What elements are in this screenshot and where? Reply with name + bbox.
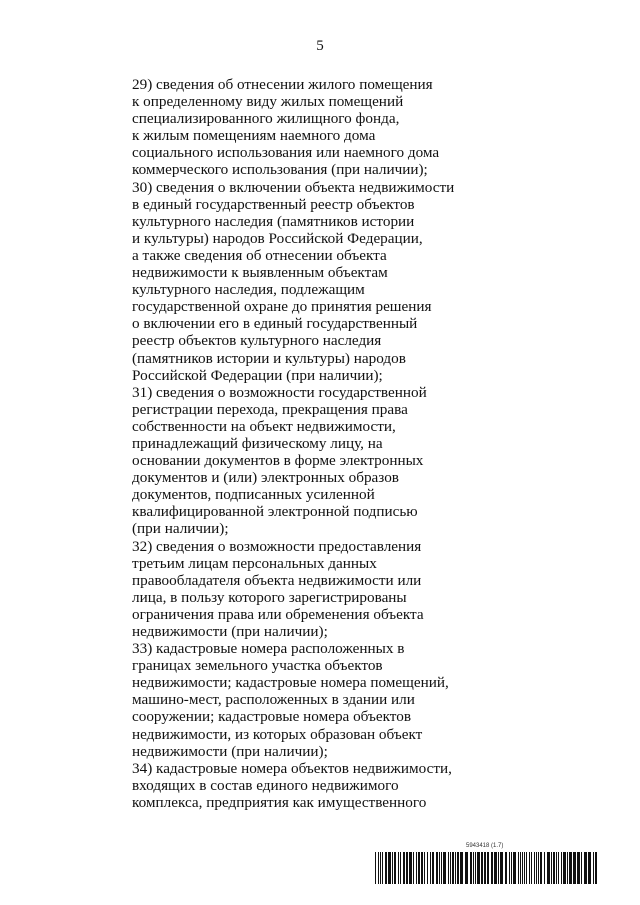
text-line: документов, подписанных усиленной	[132, 486, 375, 504]
page-number: 5	[316, 38, 324, 54]
text-line: государственной охране до принятия решения	[132, 298, 432, 316]
text-line: специализированного жилищного фонда,	[132, 110, 400, 128]
text-line: принадлежащий физическому лицу, на	[132, 434, 383, 452]
text-line: (памятников истории и культуры) народов	[132, 349, 406, 367]
text-line: 34) кадастровые номера объектов недвижимости,	[132, 759, 452, 777]
text-line: недвижимости (при наличии);	[132, 742, 328, 760]
text-line: культурного наследия, подлежащим	[132, 281, 365, 299]
text-line: 33) кадастровые номера расположенных в	[132, 640, 405, 658]
text-line: правообладателя объекта недвижимости или	[132, 571, 422, 589]
text-line: комплекса, предприятия как имущественного	[132, 793, 427, 811]
text-line: культурного наследия (памятников истории	[132, 212, 415, 230]
text-line: 32) сведения о возможности предоставления	[132, 537, 422, 555]
text-line: 29) сведения об отнесении жилого помещения	[132, 76, 433, 93]
text-line: к определенному виду жилых помещений	[132, 93, 404, 111]
text-line: к жилым помещениям наемного дома	[132, 127, 376, 145]
text-line: (при наличии);	[132, 520, 229, 538]
text-line: социального использования или наемного дома	[132, 144, 440, 162]
text-line: недвижимости к выявленным объектам	[132, 264, 388, 282]
text-line: границах земельного участка объектов	[132, 657, 383, 675]
text-line: реестр объектов культурного наследия	[132, 332, 382, 350]
text-line: третьим лицам персональных данных	[132, 554, 377, 572]
text-line: недвижимости; кадастровые номера помещений,	[132, 674, 449, 692]
text-line: коммерческого использования (при наличии);	[132, 161, 428, 179]
text-line: сооружении; кадастровые номера объектов	[132, 708, 412, 726]
text-line: собственности на объект недвижимости,	[132, 417, 396, 435]
text-line: документов и (или) электронных образов	[132, 469, 399, 487]
text-line: входящих в состав единого недвижимого	[132, 776, 399, 794]
barcode-icon	[375, 852, 597, 884]
text-line: о включении его в единый государственный	[132, 315, 418, 333]
text-line: недвижимости, из которых образован объект	[132, 725, 423, 743]
text-line: квалифицированной электронной подписью	[132, 503, 418, 521]
text-line: машино-мест, расположенных в здании или	[132, 691, 415, 709]
document-code: 5943418 (1.7)	[466, 843, 504, 849]
text-line: недвижимости (при наличии);	[132, 623, 328, 640]
text-line: основании документов в форме электронных	[132, 452, 424, 470]
text-line: 30) сведения о включении объекта недвижимости	[132, 178, 455, 196]
text-line: регистрации перехода, прекращения права	[132, 400, 408, 418]
document-body	[132, 76, 472, 811]
text-line: в единый государственный реестр объектов	[132, 195, 415, 213]
text-line: и культуры) народов Российской Федерации,	[132, 229, 423, 247]
text-line: 31) сведения о возможности государственной	[132, 383, 427, 401]
text-line: лица, в пользу которого зарегистрированы	[132, 588, 407, 606]
text-line: Российской Федерации (при наличии);	[132, 366, 383, 384]
text-line: а также сведения об отнесении объекта	[132, 246, 387, 264]
text-line: ограничения права или обременения объекта	[132, 605, 424, 623]
